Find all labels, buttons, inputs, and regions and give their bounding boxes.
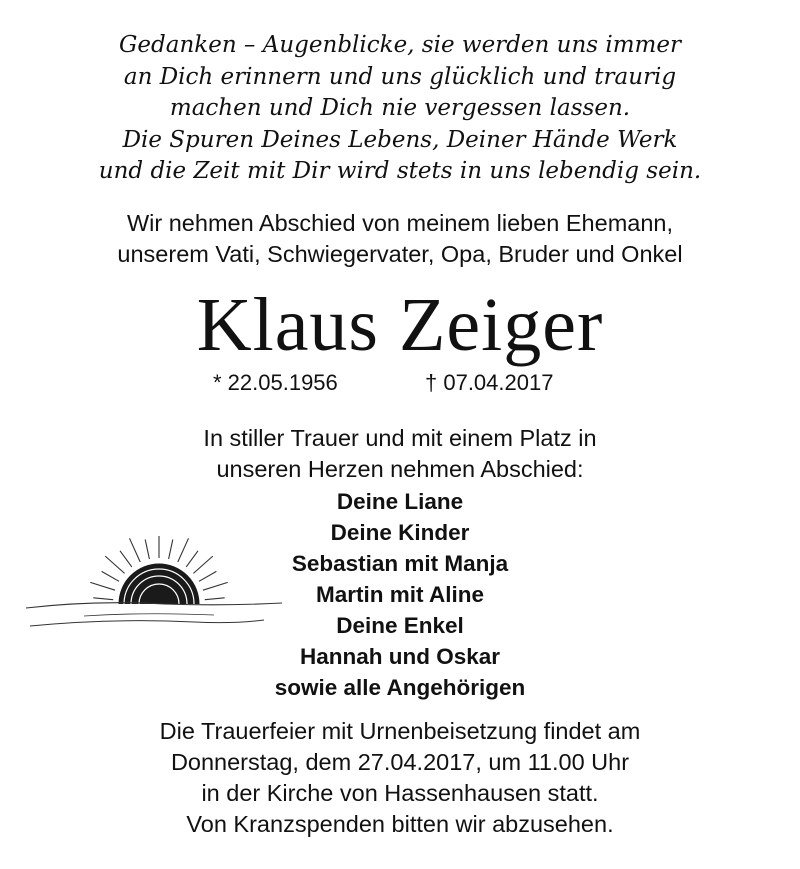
memorial-poem <box>0 30 800 188</box>
service-line: Donnerstag, dem 27.04.2017, um 11.00 Uhr <box>170 749 630 775</box>
farewell-intro <box>0 208 800 270</box>
mourners-intro-line: In stiller Trauer und mit einem Platz in <box>203 425 597 451</box>
service-line: Von Kranzspenden bitten wir abzusehen. <box>186 811 614 837</box>
mourner-entry: Sebastian mit Manja <box>291 551 509 576</box>
poem-line: und die Zeit mit Dir wird stets in uns lebendig sein. <box>98 158 702 184</box>
mourner-entry: Deine Liane <box>336 489 464 514</box>
death-date: † 07.04.2017 <box>425 370 554 395</box>
deceased-name: Klaus Zeiger <box>196 283 604 367</box>
mourner-entry: Deine Kinder <box>330 520 470 545</box>
poem-line: machen und Dich nie vergessen lassen. <box>169 95 631 121</box>
life-dates <box>0 368 800 398</box>
mourners-intro-line: unseren Herzen nehmen Abschied: <box>216 456 584 482</box>
mourner-entry: Deine Enkel <box>336 613 464 638</box>
poem-line: Die Spuren Deines Lebens, Deiner Hände Werk <box>122 126 678 153</box>
poem-line: Gedanken – Augenblicke, sie werden uns immer <box>119 32 681 58</box>
birth-date: * 22.05.1956 <box>213 370 338 395</box>
intro-line: Wir nehmen Abschied von meinem lieben Ehemann, <box>126 210 674 236</box>
service-line: Die Trauerfeier mit Urnenbeisetzung findet am <box>159 718 641 744</box>
mourners-list <box>0 486 800 703</box>
mourners-intro <box>0 423 800 485</box>
intro-line: unserem Vati, Schwiegervater, Opa, Bruder und Onkel <box>117 241 683 267</box>
mourner-entry: Martin mit Aline <box>316 582 484 607</box>
mourner-entry: Hannah und Oskar <box>299 644 501 669</box>
mourner-entry: sowie alle Angehörigen <box>274 675 526 700</box>
funeral-service-info <box>0 716 800 840</box>
service-line: in der Kirche von Hassenhausen statt. <box>201 780 599 806</box>
poem-line: an Dich erinnern und uns glücklich und traurig <box>123 63 677 90</box>
